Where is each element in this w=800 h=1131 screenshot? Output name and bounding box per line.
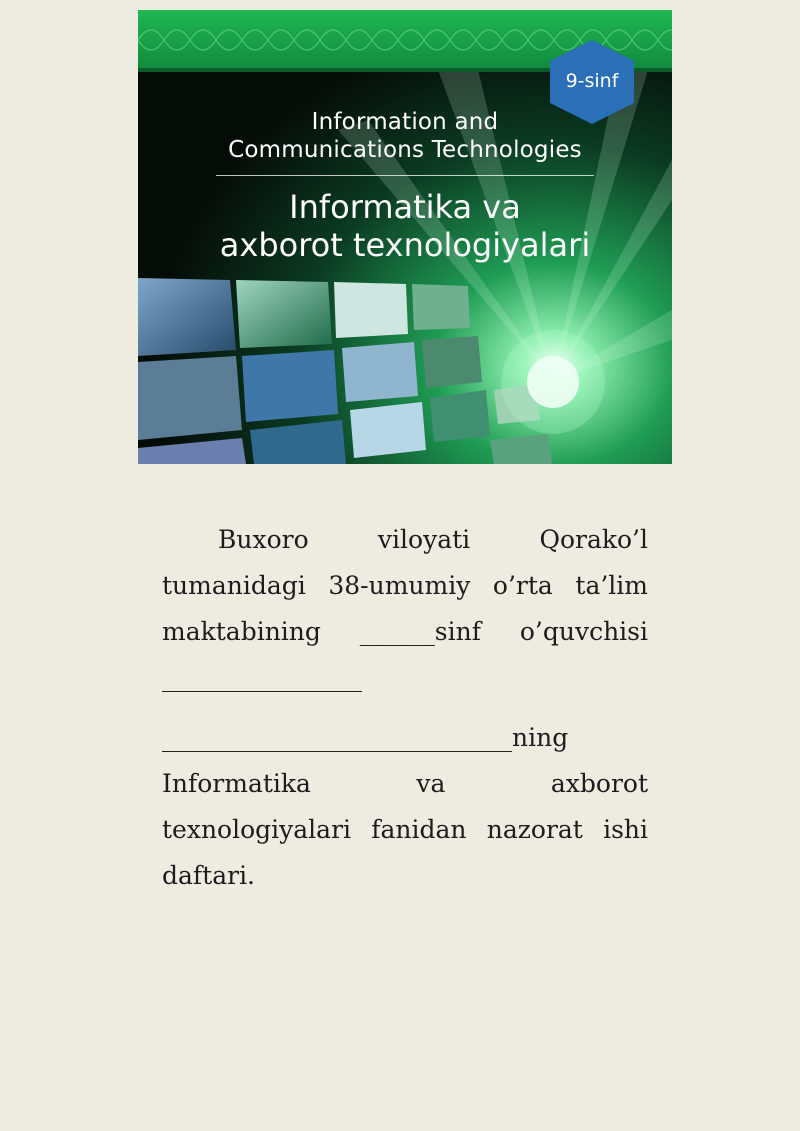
cover-title-line1: Informatika va [289, 188, 521, 226]
cover-divider [216, 175, 594, 176]
notebook-subject-paragraph: ____________________________ning Informatika va axborot texnologiyalari fanidan nazorat ishi daftari. [162, 723, 648, 890]
cover-title-line2: axborot texnologiyalari [219, 226, 591, 264]
cover-subtitle-line2: Communications Technologies [228, 137, 582, 163]
cover-title-uzbek [138, 188, 672, 264]
grade-label: 9-sinf [565, 70, 619, 92]
cover-subtitle-line1: Information and [311, 109, 499, 135]
book-cover [138, 10, 672, 464]
notebook-owner-paragraph: Buxoro viloyati Qorako’l tumanidagi 38-umumiy o’rta ta’lim maktabining ______sinf o’quvchisi ________________ [162, 525, 648, 692]
